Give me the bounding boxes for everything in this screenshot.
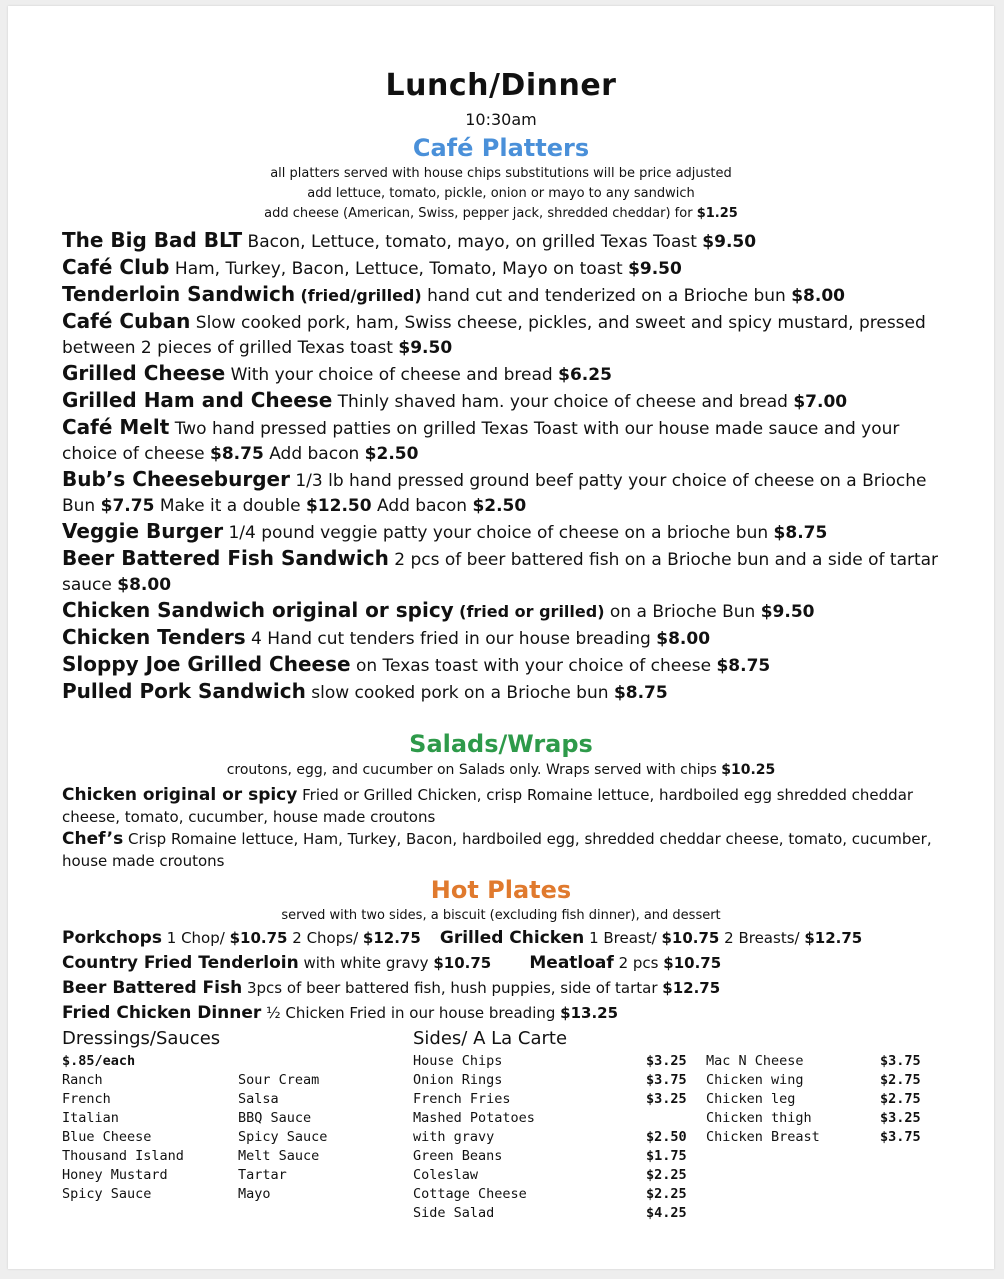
list-item: Chicken thigh bbox=[706, 1110, 812, 1126]
salads-note: croutons, egg, and cucumber on Salads only. Wraps served with chips $10.25 bbox=[226, 762, 776, 778]
serving-time: 10:30am bbox=[465, 110, 537, 129]
list-item: Blue Cheese bbox=[62, 1129, 152, 1145]
list-item: Onion Rings bbox=[413, 1072, 503, 1088]
salads-wraps-heading: Salads/Wraps bbox=[409, 730, 593, 758]
list-item: Spicy Sauce bbox=[238, 1129, 328, 1145]
price: $2.75 bbox=[880, 1072, 921, 1088]
list-item: Mac N Cheese bbox=[706, 1053, 804, 1069]
price: $2.75 bbox=[880, 1091, 921, 1107]
hot-plates-note: served with two sides, a biscuit (excluding fish dinner), and dessert bbox=[281, 908, 721, 923]
menu-page bbox=[8, 6, 994, 1269]
menu-item: Beer Battered Fish Sandwich 2 pcs of beer battered fish on a Brioche bun and a side of tartar sauce $8.00 bbox=[62, 546, 939, 595]
menu-item: Beer Battered Fish 3pcs of beer battered fish, hush puppies, side of tartar $12.75 bbox=[62, 978, 721, 998]
menu-item: Grilled Ham and Cheese Thinly shaved ham. your choice of cheese and bread $7.00 bbox=[62, 388, 848, 412]
list-item: Cottage Cheese bbox=[413, 1186, 527, 1202]
list-item: Salsa bbox=[238, 1091, 279, 1107]
list-item: Tartar bbox=[238, 1167, 287, 1183]
list-item: BBQ Sauce bbox=[238, 1110, 312, 1126]
dressing-price: $.85/each bbox=[62, 1053, 136, 1069]
list-item: Chicken Breast bbox=[706, 1129, 820, 1145]
price: $2.25 bbox=[646, 1186, 687, 1202]
menu-item: Sloppy Joe Grilled Cheese on Texas toast with your choice of cheese $8.75 bbox=[62, 652, 771, 676]
menu-item: Pulled Pork Sandwich slow cooked pork on a Brioche bun $8.75 bbox=[62, 679, 668, 703]
list-item: Spicy Sauce bbox=[62, 1186, 152, 1202]
menu-item: Chicken Tenders 4 Hand cut tenders fried in our house breading $8.00 bbox=[62, 625, 711, 649]
list-item: Sour Cream bbox=[238, 1072, 320, 1088]
list-item: House Chips bbox=[413, 1053, 503, 1069]
menu-item: Grilled Cheese With your choice of cheese and bread $6.25 bbox=[62, 361, 612, 385]
hot-items bbox=[62, 926, 962, 1026]
cafe-notes bbox=[8, 164, 994, 224]
menu-item: Bub’s Cheeseburger 1/3 lb hand pressed ground beef patty your choice of cheese on a Brioche Bun $7.75 Make it a double $12.50 Add bacon $2.50 bbox=[62, 467, 927, 516]
price: $3.25 bbox=[646, 1053, 687, 1069]
sides-heading: Sides/ A La Carte bbox=[413, 1028, 568, 1049]
menu-item: Café Club Ham, Turkey, Bacon, Lettuce, Tomato, Mayo on toast $9.50 bbox=[62, 255, 682, 279]
price: $1.75 bbox=[646, 1148, 687, 1164]
price: $3.75 bbox=[880, 1129, 921, 1145]
carte-names bbox=[706, 1052, 820, 1147]
price: $2.25 bbox=[646, 1167, 687, 1183]
list-item: Side Salad bbox=[413, 1205, 495, 1221]
cafe-platters-heading: Café Platters bbox=[412, 134, 590, 162]
menu-item: Café Melt Two hand pressed patties on grilled Texas Toast with our house made sauce and your choice of cheese $8.75 Add bacon $2.50 bbox=[62, 415, 900, 464]
menu-item: Tenderloin Sandwich (fried/grilled) hand cut and tenderized on a Brioche bun $8.00 bbox=[62, 282, 845, 306]
price: $3.75 bbox=[880, 1053, 921, 1069]
list-item: Mashed Potatoes bbox=[413, 1110, 535, 1126]
list-item: Italian bbox=[62, 1110, 119, 1126]
cafe-items bbox=[62, 228, 942, 706]
cafe-note-2: add lettuce, tomato, pickle, onion or mayo to any sandwich bbox=[307, 186, 695, 201]
list-item: Thousand Island bbox=[62, 1148, 184, 1164]
menu-item: The Big Bad BLT Bacon, Lettuce, tomato, mayo, on grilled Texas Toast $9.50 bbox=[62, 228, 757, 252]
price: $3.25 bbox=[880, 1110, 921, 1126]
cafe-note-3: add cheese (American, Swiss, pepper jack, shredded cheddar) for $1.25 bbox=[264, 206, 738, 221]
list-item: Chicken wing bbox=[706, 1072, 804, 1088]
list-item: Mayo bbox=[238, 1186, 271, 1202]
list-item: Melt Sauce bbox=[238, 1148, 320, 1164]
menu-item: Chef’s Crisp Romaine lettuce, Ham, Turkey, Bacon, hardboiled egg, shredded cheddar cheese, tomato, cucumber, house made croutons bbox=[62, 829, 932, 870]
list-item: Chicken leg bbox=[706, 1091, 796, 1107]
sides-prices bbox=[646, 1052, 687, 1223]
list-item: Green Beans bbox=[413, 1148, 503, 1164]
list-item: Honey Mustard bbox=[62, 1167, 168, 1183]
price: $3.75 bbox=[646, 1072, 687, 1088]
menu-item: Porkchops 1 Chop/ $10.75 2 Chops/ $12.75 Grilled Chicken 1 Breast/ $10.75 2 Breasts/ $12.75 bbox=[62, 928, 863, 948]
dressings-heading: Dressings/Sauces bbox=[62, 1028, 221, 1049]
hot-plates-heading: Hot Plates bbox=[430, 876, 572, 904]
list-item: French Fries bbox=[413, 1091, 511, 1107]
menu-title: Lunch/Dinner bbox=[385, 68, 617, 103]
salad-items bbox=[62, 784, 942, 872]
price: $3.25 bbox=[646, 1091, 687, 1107]
list-item: Coleslaw bbox=[413, 1167, 479, 1183]
menu-item: Café Cuban Slow cooked pork, ham, Swiss cheese, pickles, and sweet and spicy mustard, pressed between 2 pieces of grilled Texas toast $9.50 bbox=[62, 309, 926, 358]
price bbox=[646, 1109, 687, 1128]
menu-item: Chicken Sandwich original or spicy (fried or grilled) on a Brioche Bun $9.50 bbox=[62, 598, 815, 622]
price: $2.50 bbox=[646, 1129, 687, 1145]
list-item: French bbox=[62, 1091, 111, 1107]
menu-item: Veggie Burger 1/4 pound veggie patty your choice of cheese on a brioche bun $8.75 bbox=[62, 519, 828, 543]
menu-item: Country Fried Tenderloin with white gravy $10.75 Meatloaf 2 pcs $10.75 bbox=[62, 953, 722, 973]
dressings-list-1 bbox=[62, 1052, 184, 1204]
carte-prices bbox=[880, 1052, 921, 1147]
menu-item: Chicken original or spicy Fried or Grilled Chicken, crisp Romaine lettuce, hardboiled egg shredded cheddar cheese, tomato, cucumber, house made croutons bbox=[62, 785, 914, 826]
price: $4.25 bbox=[646, 1205, 687, 1221]
list-item: with gravy bbox=[413, 1129, 495, 1145]
dressings-list-2 bbox=[238, 1071, 327, 1204]
list-item: Ranch bbox=[62, 1072, 103, 1088]
cafe-note-1: all platters served with house chips substitutions will be price adjusted bbox=[270, 166, 732, 181]
sides-names bbox=[413, 1052, 535, 1223]
menu-item: Fried Chicken Dinner ½ Chicken Fried in our house breading $13.25 bbox=[62, 1003, 619, 1023]
